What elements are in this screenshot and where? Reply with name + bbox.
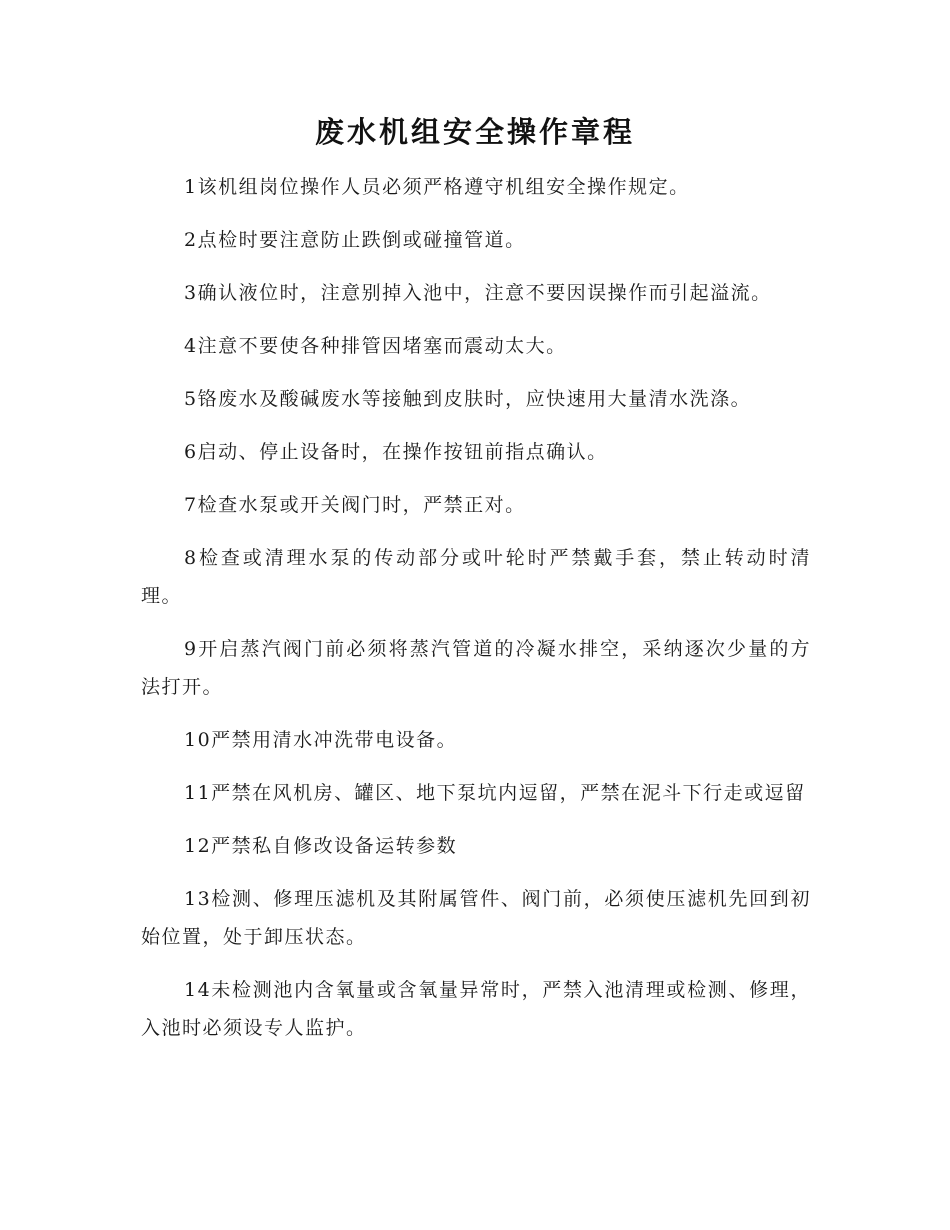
clause-6: 6启动、停止设备时，在操作按钮前指点确认。 (184, 441, 608, 463)
clause-8: 8检查或清理水泵的传动部分或叶轮时严禁戴手套，禁止转动时清理。 (141, 547, 811, 607)
clause-list (141, 168, 811, 1062)
clause-4: 4注意不要使各种排管因堵塞而震动太大。 (184, 335, 567, 357)
clause-12: 12严禁私自修改设备运转参数 (184, 835, 458, 857)
clause-14: 14未检测池内含氧量或含氧量异常时，严禁入池清理或检测、修理，入池时必须设专人监护。 (141, 979, 811, 1039)
clause-9: 9开启蒸汽阀门前必须将蒸汽管道的冷凝水排空，采纳逐次少量的方法打开。 (141, 638, 811, 698)
clause-13: 13检测、修理压滤机及其附属管件、阀门前，必须使压滤机先回到初始位置，处于卸压状态。 (141, 888, 811, 948)
clause-1: 1该机组岗位操作人员必须严格遵守机组安全操作规定。 (184, 176, 690, 198)
clause-7: 7检查水泵或开关阀门时，严禁正对。 (184, 494, 526, 516)
clause-5: 5铬废水及酸碱废水等接触到皮肤时，应快速用大量清水洗涤。 (184, 388, 752, 410)
clause-10: 10严禁用清水冲洗带电设备。 (184, 729, 458, 751)
clause-3: 3确认液位时，注意别掉入池中，注意不要因误操作而引起溢流。 (184, 282, 772, 304)
page-title: 废水机组安全操作章程 (314, 115, 635, 149)
clause-2: 2点检时要注意防止跌倒或碰撞管道。 (184, 229, 526, 251)
clause-11: 11严禁在风机房、罐区、地下泵坑内逗留，严禁在泥斗下行走或逗留 (184, 782, 806, 804)
